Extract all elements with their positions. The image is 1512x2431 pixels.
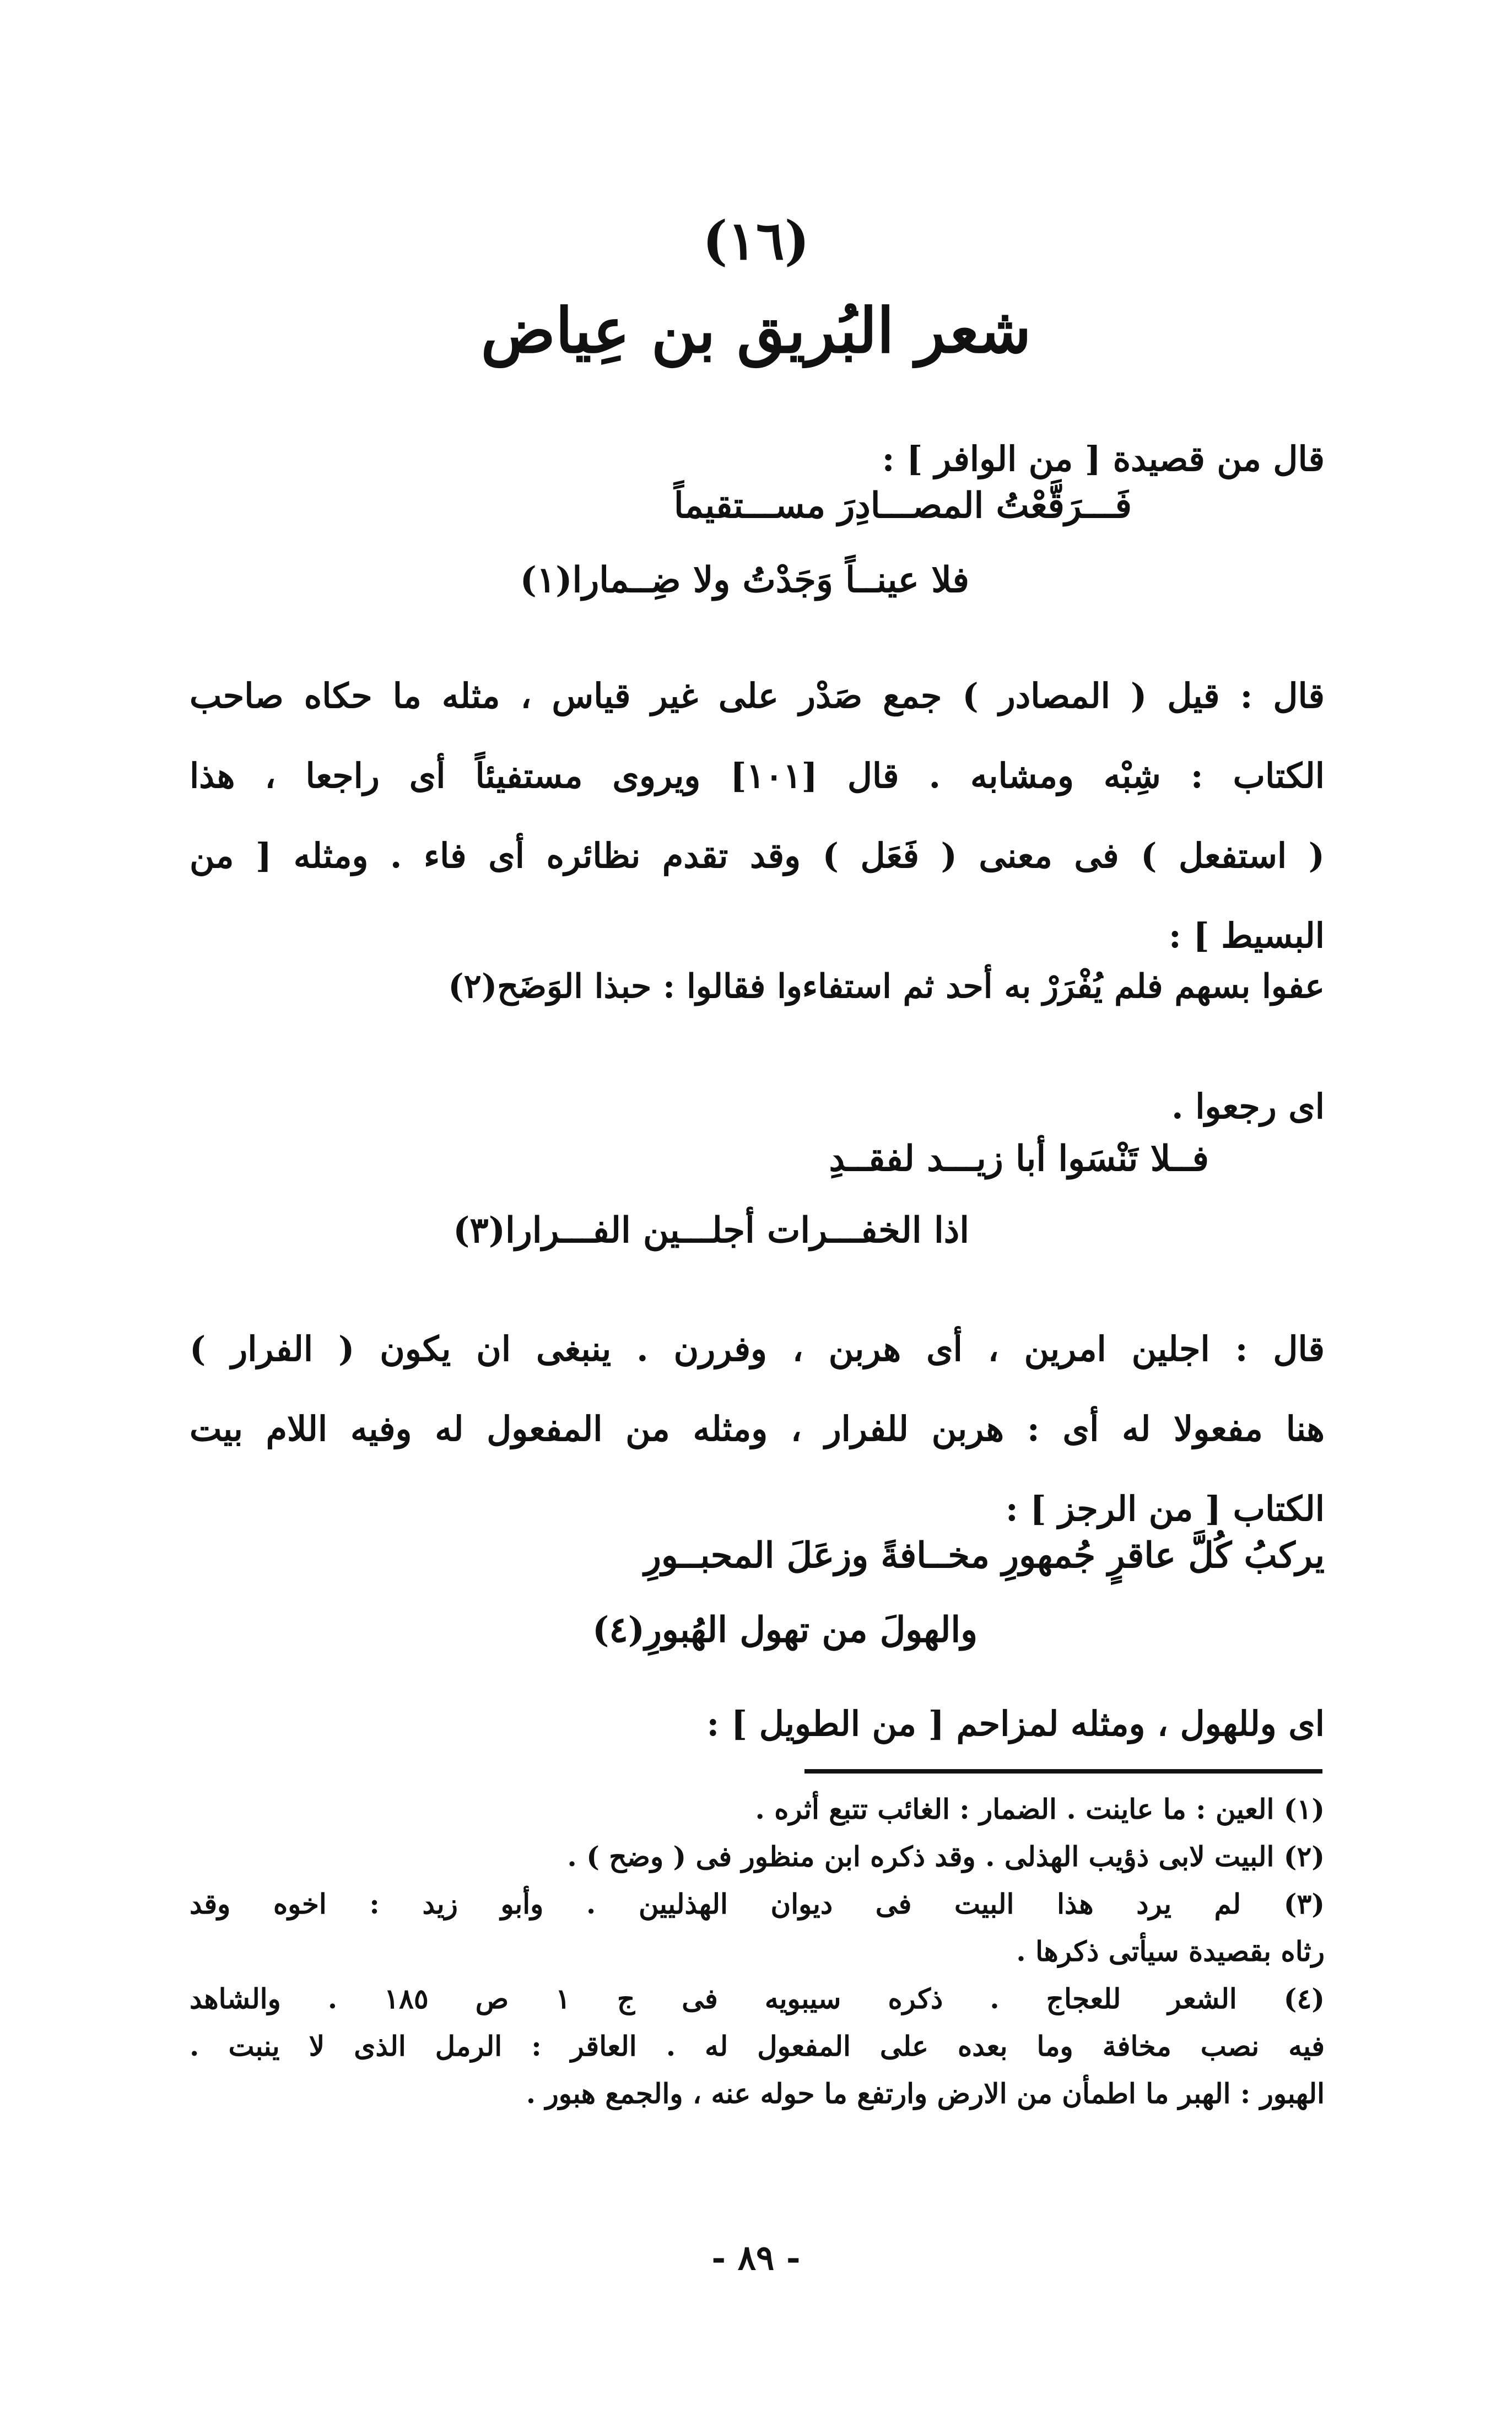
commentary-paragraph-2: اى رجعوا . bbox=[1171, 1086, 1325, 1126]
inline-verse: عفوا بسهم فلم يُفْرَرْ به أحد ثم استفاءوا فقالوا : حبذا الوَضَح(٢) bbox=[448, 967, 1325, 1006]
poem-title: شعر البُريق بن عِياض bbox=[480, 295, 1032, 367]
footnote-line: فيه نصب مخافة وما بعده على المفعول له . العاقر : الرمل الذى لا ينبت . bbox=[190, 2030, 1325, 2062]
footnote-line: (٣) لم يرد هذا البيت فى ديوان الهذليين . وأبو زيد : اخوه وقد bbox=[190, 1888, 1325, 1920]
paragraph-line: الكتاب : شِبْه ومشابه . قال [١٠١] ويروى مستفيئاً أى راجعا ، هذا bbox=[190, 756, 1325, 796]
footnotes bbox=[190, 1786, 1325, 2117]
page-number: - ٨٩ - bbox=[711, 2238, 801, 2278]
verse-3-line-1: يركبُ كُلَّ عاقرٍ جُمهورِ مخــافةً وزعَلَ المحبــورِ bbox=[644, 1535, 1325, 1576]
paragraph-line: قال : اجلين امرين ، أى هربن ، وفررن . ينبغى ان يكون ( الفرار ) bbox=[190, 1329, 1325, 1369]
paragraph-line: الكتاب [ من الرجز ] : bbox=[1005, 1489, 1325, 1529]
verse-2-line-1: فــلا تَنْسَوا أبا زيـــد لفقــدِ bbox=[829, 1138, 1209, 1179]
footnote-line: الهبور : الهبر ما اطمأن من الارض وارتفع ما حوله عنه ، والجمع هبور . bbox=[526, 2077, 1325, 2110]
commentary-paragraph-1 bbox=[190, 656, 1325, 975]
footnote-line: (٤) الشعر للعجاج . ذكره سيبويه فى ج ١ ص ١٨٥ . والشاهد bbox=[190, 1982, 1325, 2015]
paragraph-line: قال : قيل ( المصادر ) جمع صَدْر على غير قياس ، مثله ما حكاه صاحب bbox=[190, 676, 1325, 716]
verse-1-line-1: فَـــرَقَّعْتُ المصـــادِرَ مســـتقيماً bbox=[673, 485, 1132, 526]
verse-3-line-2: والهولَ من تهول الهُبورِ(٤) bbox=[592, 1609, 978, 1651]
verse-2-line-2: اذا الخفـــرات أجلـــين الفـــرارا(٣) bbox=[453, 1210, 969, 1251]
section-number: (١٦) bbox=[703, 209, 809, 272]
verse-1-line-2: فلا عينــاً وَجَدْتُ ولا ضِــمارا(١) bbox=[520, 559, 969, 601]
footnote-divider bbox=[804, 1769, 1322, 1774]
paragraph-line: هنا مفعولا له أى : هربن للفرار ، ومثله من المفعول له وفيه اللام بيت bbox=[190, 1409, 1325, 1449]
footnote-line: (٢) البيت لابى ذؤيب الهذلى . وقد ذكره ابن منظور فى ( وضح ) . bbox=[567, 1840, 1325, 1873]
paragraph-line: البسيط ] : bbox=[1168, 915, 1325, 956]
footnote-line: (١) العين : ما عاينت . الضمار : الغائب تتبع أثره . bbox=[755, 1793, 1325, 1825]
footnote-line: رثاه بقصيدة سيأتى ذكرها . bbox=[1016, 1935, 1325, 1968]
intro-line: قال من قصيدة [ من الوافر ] : bbox=[882, 439, 1325, 479]
paragraph-line: ( استفعل ) فى معنى ( فَعَل ) وقد تقدم نظائره أى فاء . ومثله [ من bbox=[190, 836, 1325, 876]
commentary-paragraph-3 bbox=[190, 1309, 1325, 1549]
commentary-paragraph-4: اى وللهول ، ومثله لمزاحم [ من الطويل ] : bbox=[706, 1704, 1325, 1744]
